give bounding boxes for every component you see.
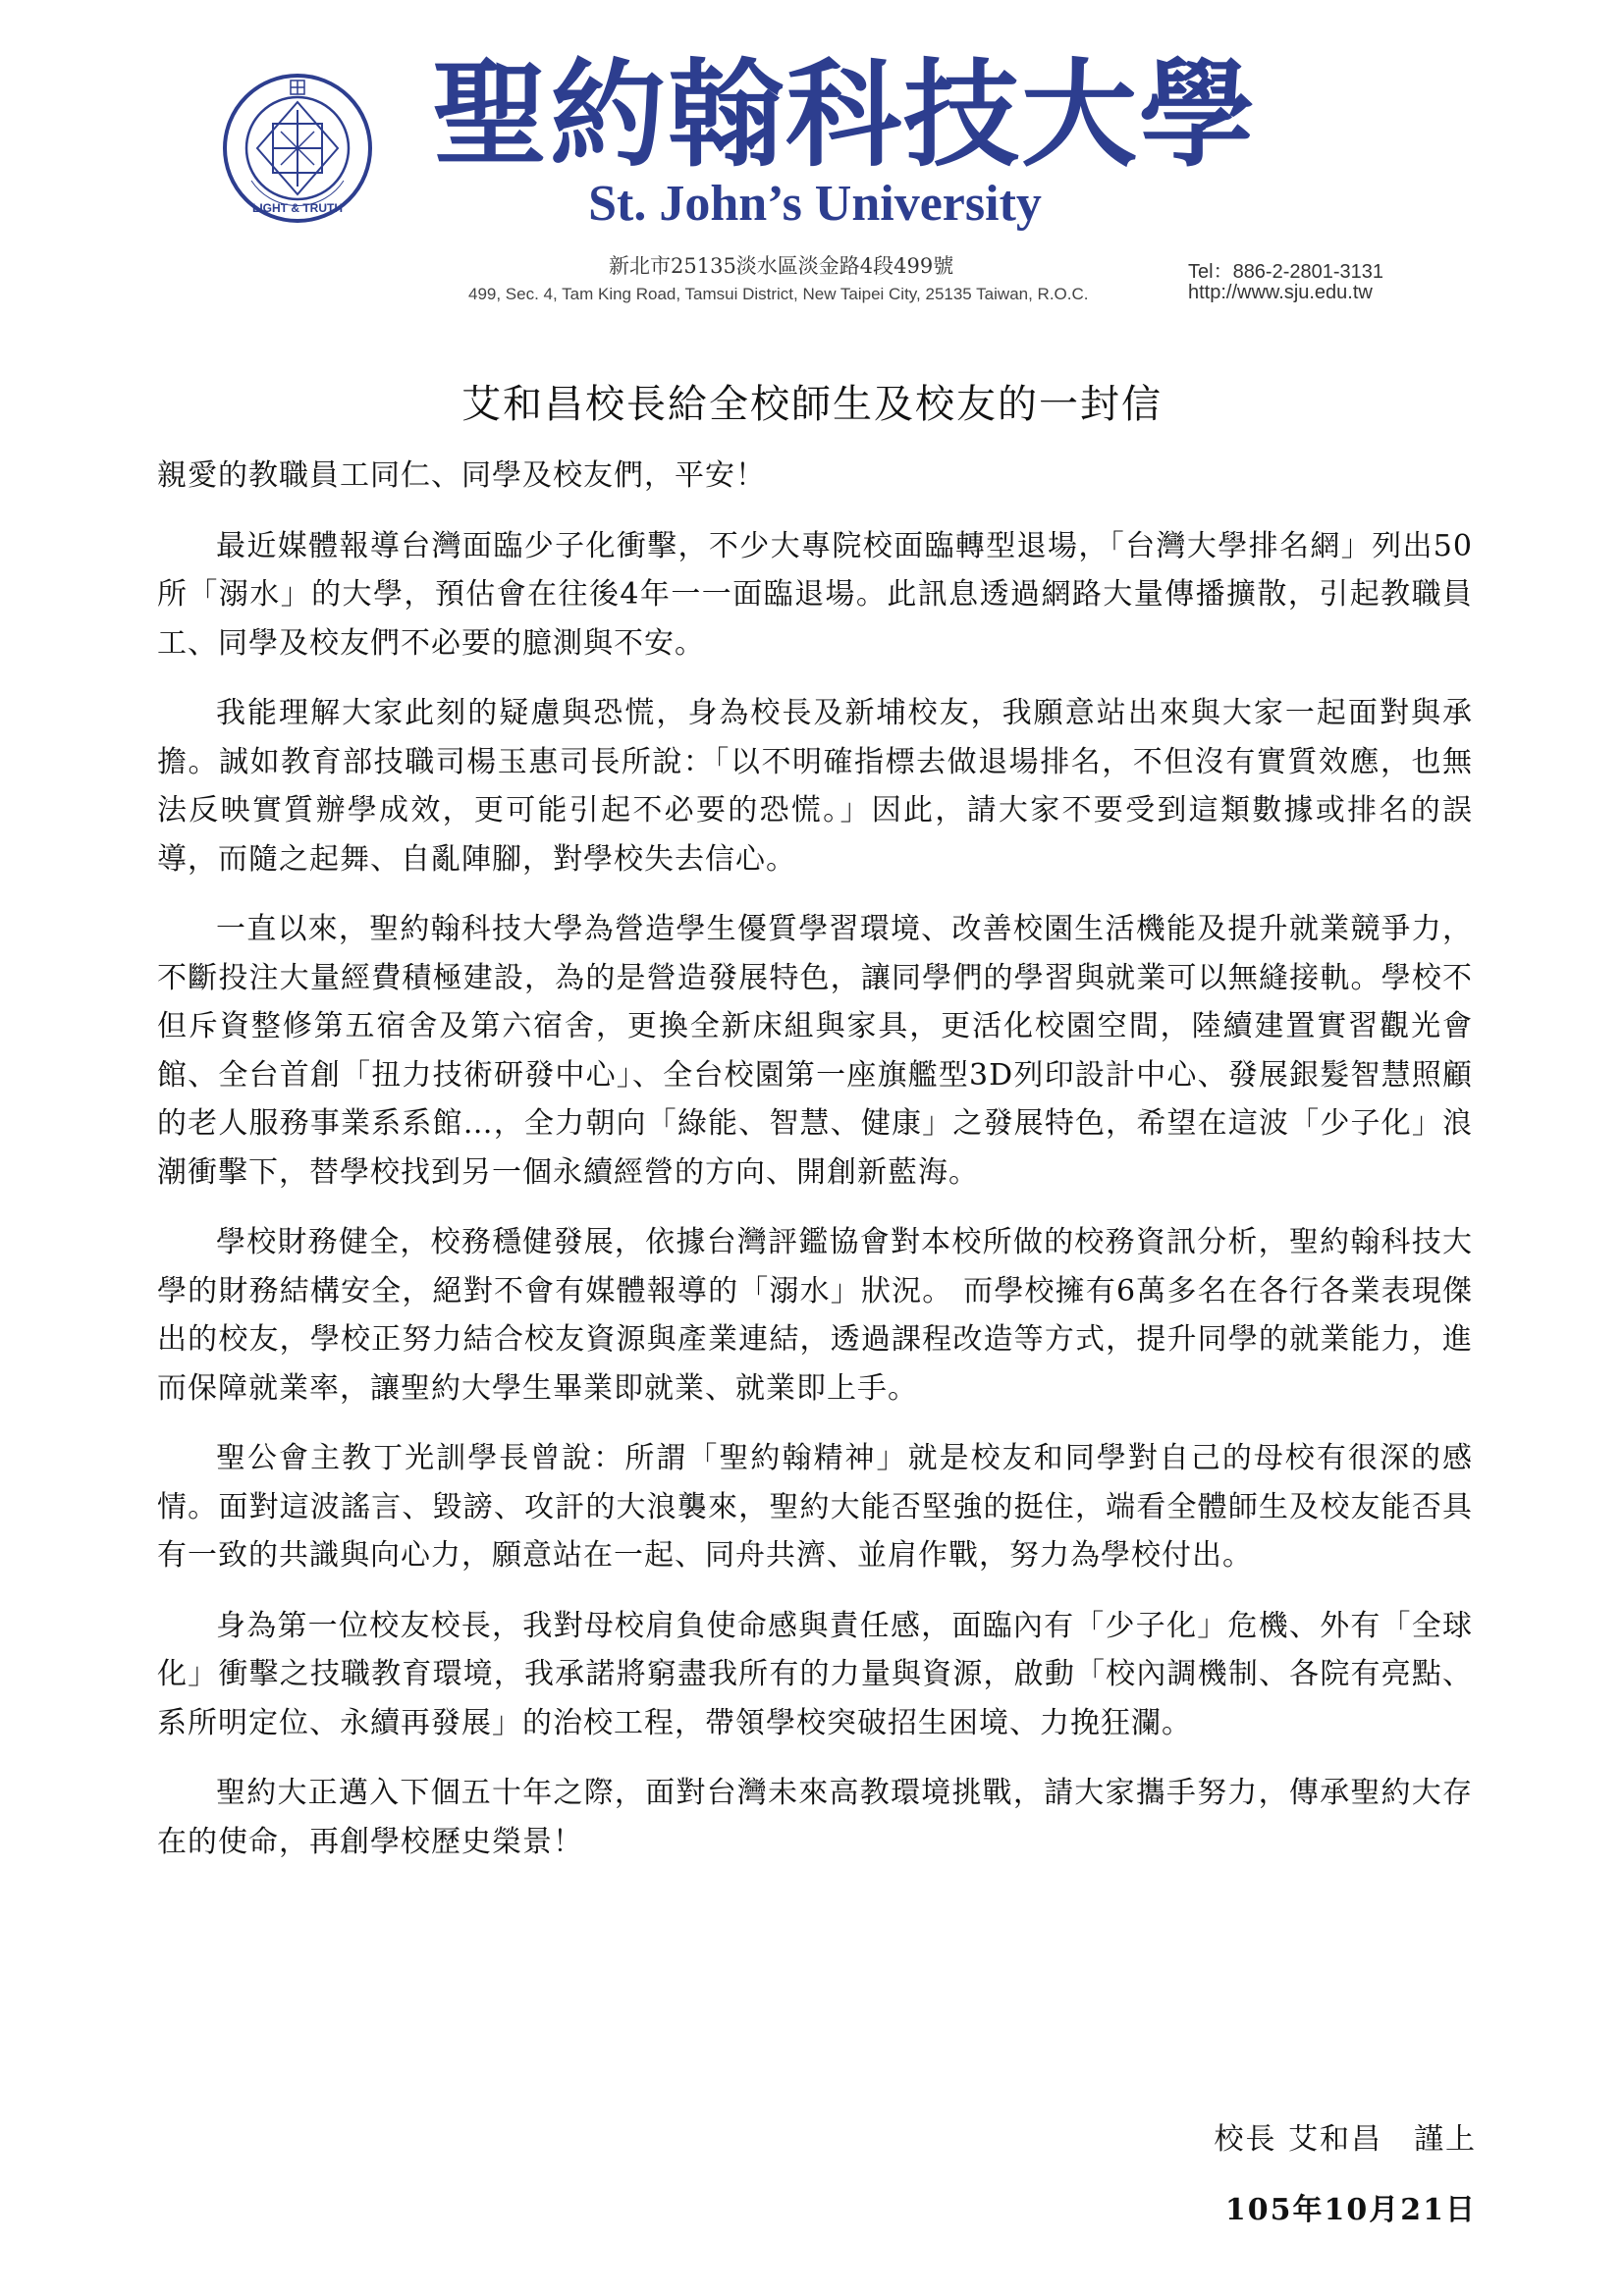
letter-body — [157, 452, 1473, 1888]
paragraph: 身為第一位校友校長，我對母校肩負使命感與責任感，面臨內有「少子化」危機、外有「全球化」衝擊之技職教育環境，我承諾將窮盡我所有的力量與資源，啟動「校內調機制、各院有亮點、系所明定位、永續再發展」的治校工程，帶領學校突破招生困境、力挽狂瀾。 — [157, 1608, 1473, 1740]
paragraph: 一直以來，聖約翰科技大學為營造學生優質學習環境、改善校園生活機能及提升就業競爭力，不斷投注大量經費積極建設，為的是營造發展特色，讓同學們的學習與就業可以無縫接軌。學校不但斥資整修第五宿舍及第六宿舍，更換全新床組與家具，更活化校園空間，陸續建置實習觀光會館、全台首創「扭力技術研發中心」、全台校園第一座旗艦型3D列印設計中心、發展銀髮智慧照顧的老人服務事業系系館…，全力朝向「綠能、智慧、健康」之發展特色，希望在這波「少子化」浪潮衝擊下，替學校找到另一個永續經營的方向、開創新藍海。 — [157, 912, 1473, 1190]
paragraph: 聖約大正邁入下個五十年之際，面對台灣未來高教環境挑戰，請大家攜手努力，傳承聖約大存在的使命，再創學校歷史榮景！ — [157, 1776, 1473, 1859]
website-link[interactable]: http://www.sju.edu.tw — [1188, 282, 1373, 303]
letter-date: 105年10月21日 — [1224, 2193, 1477, 2227]
letter-title: 艾和昌校長給全校師生及校友的一封信 — [461, 382, 1163, 427]
university-name-en: St. John’s University — [588, 176, 1042, 232]
paragraph: 最近媒體報導台灣面臨少子化衝擊，不少大專院校面臨轉型退場，「台灣大學排名網」列出50所「溺水」的大學，預估會在往後4年一一面臨退場。此訊息透過網路大量傳播擴散，引起教職員工、同學及校友們不必要的臆測與不安。 — [157, 528, 1473, 661]
telephone: Tel：886-2-2801-3131 — [1188, 261, 1384, 283]
paragraph: 我能理解大家此刻的疑慮與恐慌，身為校長及新埔校友，我願意站出來與大家一起面對與承擔。誠如教育部技職司楊玉惠司長所說：「以不明確指標去做退場排名，不但沒有實質效應，也無法反映實質辦學成效，更可能引起不必要的恐慌。」因此，請大家不要受到這類數據或排名的誤導，而隨之起舞、自亂陣腳，對學校失去信心。 — [157, 696, 1473, 877]
university-name-zh: 聖約翰科技大學 — [432, 46, 1258, 183]
seal-text: LIGHT & TRUTH — [252, 201, 343, 215]
address-zh: 新北市25135淡水區淡金路4段499號 — [609, 254, 954, 278]
signature: 校長 艾和昌 謹上 — [1214, 2122, 1477, 2157]
paragraph: 學校財務健全，校務穩健發展，依據台灣評鑑協會對本校所做的校務資訊分析，聖約翰科技大學的財務結構安全，絕對不會有媒體報導的「溺水」狀況。 而學校擁有6萬多名在各行各業表現傑出的校友，學校正努力結合校友資源與產業連結，透過課程改造等方式，提升同學的就業能力，進而保障就業率，讓聖約大學生畢業即就業、就業即上手。 — [157, 1225, 1473, 1406]
university-seal-icon — [222, 73, 373, 224]
salutation: 親愛的教職員工同仁、同學及校友們，平安！ — [157, 458, 766, 493]
paragraph: 聖公會主教丁光訓學長曾說：所謂「聖約翰精神」就是校友和同學對自己的母校有很深的感情。面對這波謠言、毀謗、攻訐的大浪襲來，聖約大能否堅強的挺住，端看全體師生及校友能否具有一致的共識與向心力，願意站在一起、同舟共濟、並肩作戰，努力為學校付出。 — [157, 1441, 1473, 1573]
address-en: 499, Sec. 4, Tam King Road, Tamsui District, New Taipei City, 25135 Taiwan, R.O.C. — [468, 285, 1089, 303]
